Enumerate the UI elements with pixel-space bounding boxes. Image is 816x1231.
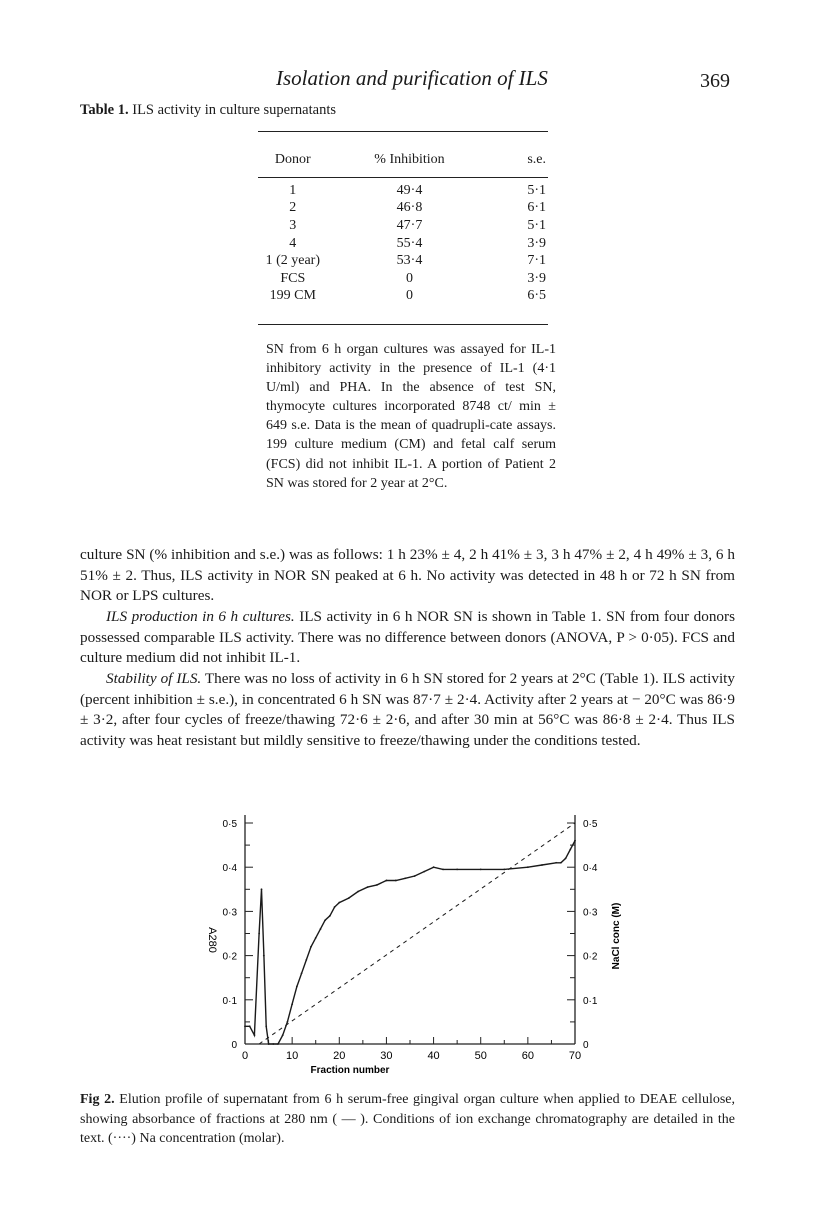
cell-inhibition: 0 bbox=[406, 270, 413, 286]
nacl-concentration-line bbox=[259, 823, 575, 1044]
paragraph-stability bbox=[80, 669, 735, 751]
absorbance-point bbox=[395, 880, 397, 882]
chart-ticks bbox=[223, 819, 598, 1062]
column-header-donor: Donor bbox=[274, 152, 311, 167]
text-ils-production: ILS activity in 6 h NOR SN is shown in Table 1. SN from four donors possessed comparable ILS activity. There was no difference between donors (ANOVA, P > 0·05). FCS and culture medium did not inhibit IL-1. bbox=[80, 608, 735, 667]
absorbance-point bbox=[320, 928, 322, 930]
cell-donor: 1 bbox=[289, 182, 297, 198]
y2-axis-label: NaCl conc (M) bbox=[611, 902, 622, 970]
paragraph-culture-sn: culture SN (% inhibition and s.e.) was as follows: 1 h 23% ± 4, 2 h 41% ± 3, 3 h 47% ± 2, 4 h 49% ± 3, 6 h 51% ± 2. Thus, ILS activity in NOR SN peaked at 6 h. No activity was detected in 48 h or 72 h SN from NOR or LPS cultures. bbox=[80, 546, 735, 605]
cell-se: 3·9 bbox=[527, 270, 546, 286]
absorbance-point bbox=[310, 946, 312, 948]
absorbance-point bbox=[367, 886, 369, 888]
cell-donor: 3 bbox=[289, 217, 297, 233]
absorbance-point bbox=[301, 972, 303, 974]
absorbance-point bbox=[324, 919, 326, 921]
table-top-rule bbox=[258, 131, 548, 132]
cell-inhibition: 53·4 bbox=[396, 253, 423, 269]
x-tick-label: 30 bbox=[380, 1050, 393, 1062]
y-tick-label: 0·1 bbox=[222, 995, 237, 1007]
chart-axes bbox=[245, 815, 575, 1044]
cell-se: 7·1 bbox=[527, 253, 546, 269]
y2-tick-label: 0 bbox=[583, 1040, 589, 1051]
absorbance-point bbox=[414, 875, 416, 877]
absorbance-point bbox=[569, 849, 571, 851]
absorbance-point bbox=[244, 1025, 246, 1027]
cell-donor: 1 (2 year) bbox=[265, 253, 321, 269]
figure-caption-label: Fig 2. bbox=[80, 1092, 115, 1107]
cell-se: 6·1 bbox=[527, 200, 546, 216]
x-tick-label: 10 bbox=[286, 1050, 299, 1062]
absorbance-point bbox=[423, 871, 425, 873]
absorbance-point bbox=[503, 869, 505, 871]
y2-tick-label: 0·1 bbox=[583, 995, 598, 1007]
cell-donor: 2 bbox=[289, 200, 297, 216]
absorbance-point bbox=[433, 866, 435, 868]
y-tick-label: 0·4 bbox=[222, 863, 237, 875]
absorbance-point bbox=[277, 1043, 279, 1045]
absorbance-point bbox=[334, 906, 336, 908]
absorbance-point bbox=[560, 862, 562, 864]
cell-se: 6·5 bbox=[527, 288, 546, 304]
absorbance-line bbox=[245, 841, 575, 1044]
cell-inhibition: 46·8 bbox=[396, 200, 423, 216]
absorbance-point bbox=[296, 986, 298, 988]
absorbance-point bbox=[404, 877, 406, 879]
x-tick-label: 50 bbox=[474, 1050, 487, 1062]
absorbance-point bbox=[442, 869, 444, 871]
absorbance-point bbox=[541, 864, 543, 866]
x-tick-label: 40 bbox=[427, 1050, 440, 1062]
absorbance-point bbox=[456, 869, 458, 871]
elution-profile-chart bbox=[195, 808, 625, 1084]
table-row bbox=[258, 200, 548, 218]
page-number: 369 bbox=[700, 70, 730, 92]
data-table bbox=[258, 148, 548, 305]
table-row bbox=[258, 217, 548, 235]
table-row bbox=[258, 235, 548, 253]
table-caption-label: Table 1. bbox=[80, 102, 129, 118]
table-row bbox=[258, 270, 548, 288]
heading-stability: Stability of ILS. bbox=[106, 670, 202, 687]
y-tick-label: 0·2 bbox=[222, 951, 237, 963]
absorbance-point bbox=[287, 1021, 289, 1023]
table-caption bbox=[80, 102, 336, 119]
absorbance-point bbox=[263, 955, 265, 957]
absorbance-point bbox=[249, 1025, 251, 1027]
y2-tick-label: 0·4 bbox=[583, 863, 598, 875]
cell-se: 3·9 bbox=[527, 235, 546, 251]
y-axis-label: A280 bbox=[206, 927, 218, 953]
absorbance-point bbox=[272, 1043, 274, 1045]
table-caption-text: ILS activity in culture supernatants bbox=[128, 102, 337, 118]
table-footnote: SN from 6 h organ cultures was assayed for IL-1 inhibitory activity in the presence of IL-1 (4·1 U/ml) and PHA. In the absence of test SN, thymocyte cultures incorporated 8748 ct/ min ± 649 s.e. Data is the mean of quadrupli-cate assays. 199 culture medium (CM) and fetal calf serum (FCS) did not inhibit IL-1. A portion of Patient 2 SN was stored for 2 year at 2°C. bbox=[266, 342, 556, 491]
cell-donor: FCS bbox=[280, 270, 306, 286]
column-header-inhibition: % Inhibition bbox=[374, 152, 445, 167]
table-bottom-rule bbox=[258, 324, 548, 325]
absorbance-point bbox=[555, 862, 557, 864]
absorbance-point bbox=[254, 1034, 256, 1036]
table-row bbox=[258, 182, 548, 200]
absorbance-point bbox=[376, 884, 378, 886]
table-row bbox=[258, 252, 548, 270]
y2-tick-label: 0·3 bbox=[583, 907, 598, 919]
y2-tick-label: 0·2 bbox=[583, 951, 598, 963]
figure-caption-text: Elution profile of supernatant from 6 h serum-free gingival organ culture when applied to DEAE cellulose, showing absorbance of fractions at 280 nm ( — ). Conditions of ion exchange chromatography are detailed in the text. (····) Na concentration (molar). bbox=[80, 1092, 736, 1146]
chart-plot-area bbox=[244, 823, 576, 1045]
cell-inhibition: 0 bbox=[406, 288, 413, 304]
cell-inhibition: 55·4 bbox=[396, 235, 423, 251]
cell-se: 5·1 bbox=[527, 217, 546, 233]
running-title: Isolation and purification of ILS bbox=[276, 66, 548, 90]
absorbance-point bbox=[357, 891, 359, 893]
x-tick-label: 60 bbox=[521, 1050, 534, 1062]
absorbance-point bbox=[348, 897, 350, 899]
absorbance-point bbox=[291, 1003, 293, 1005]
x-axis-label: Fraction number bbox=[310, 1065, 390, 1076]
absorbance-point bbox=[261, 888, 263, 890]
absorbance-point bbox=[282, 1034, 284, 1036]
cell-se: 5·1 bbox=[527, 182, 546, 198]
x-tick-label: 20 bbox=[333, 1050, 346, 1062]
y2-tick-label: 0·5 bbox=[583, 819, 598, 830]
absorbance-point bbox=[527, 866, 529, 868]
absorbance-point bbox=[386, 880, 388, 882]
absorbance-point bbox=[305, 959, 307, 961]
y-tick-label: 0 bbox=[231, 1040, 237, 1051]
absorbance-point bbox=[268, 1043, 270, 1045]
y-tick-label: 0·3 bbox=[222, 907, 237, 919]
paragraph-ils-production bbox=[80, 607, 735, 669]
absorbance-point bbox=[258, 933, 260, 935]
cell-inhibition: 47·7 bbox=[396, 217, 423, 233]
table-row bbox=[258, 288, 548, 306]
x-tick-label: 0 bbox=[241, 1050, 249, 1062]
absorbance-point bbox=[574, 840, 576, 842]
absorbance-point bbox=[480, 869, 482, 871]
absorbance-point bbox=[338, 902, 340, 904]
cell-donor: 199 CM bbox=[269, 288, 316, 304]
y-tick-label: 0·5 bbox=[222, 819, 237, 830]
absorbance-point bbox=[329, 915, 331, 917]
absorbance-point bbox=[315, 937, 317, 939]
absorbance-point bbox=[565, 857, 567, 859]
text-stability: There was no loss of activity in 6 h SN stored for 2 years at 2°C (Table 1). ILS activity (percent inhibition ± s.e.), in concentrated 6 h SN was 87·7 ± 2·4. Activity after 2 years at − 20°C was 86·9 ± 3·2, after four cycles of freeze/thawing 72·6 ± 2·6, and after 30 min at 56°C was 86·8 ± 2·4. Thus ILS activity was heat resistant but mildly sensitive to freeze/thawing under the conditions tested. bbox=[80, 670, 735, 749]
cell-donor: 4 bbox=[289, 235, 297, 251]
cell-inhibition: 49·4 bbox=[396, 182, 423, 198]
heading-ils-production: ILS production in 6 h cultures. bbox=[106, 608, 295, 625]
figure-caption bbox=[80, 1090, 735, 1149]
column-header-se: s.e. bbox=[527, 152, 546, 167]
absorbance-point bbox=[265, 1025, 267, 1027]
x-tick-label: 70 bbox=[568, 1050, 582, 1062]
